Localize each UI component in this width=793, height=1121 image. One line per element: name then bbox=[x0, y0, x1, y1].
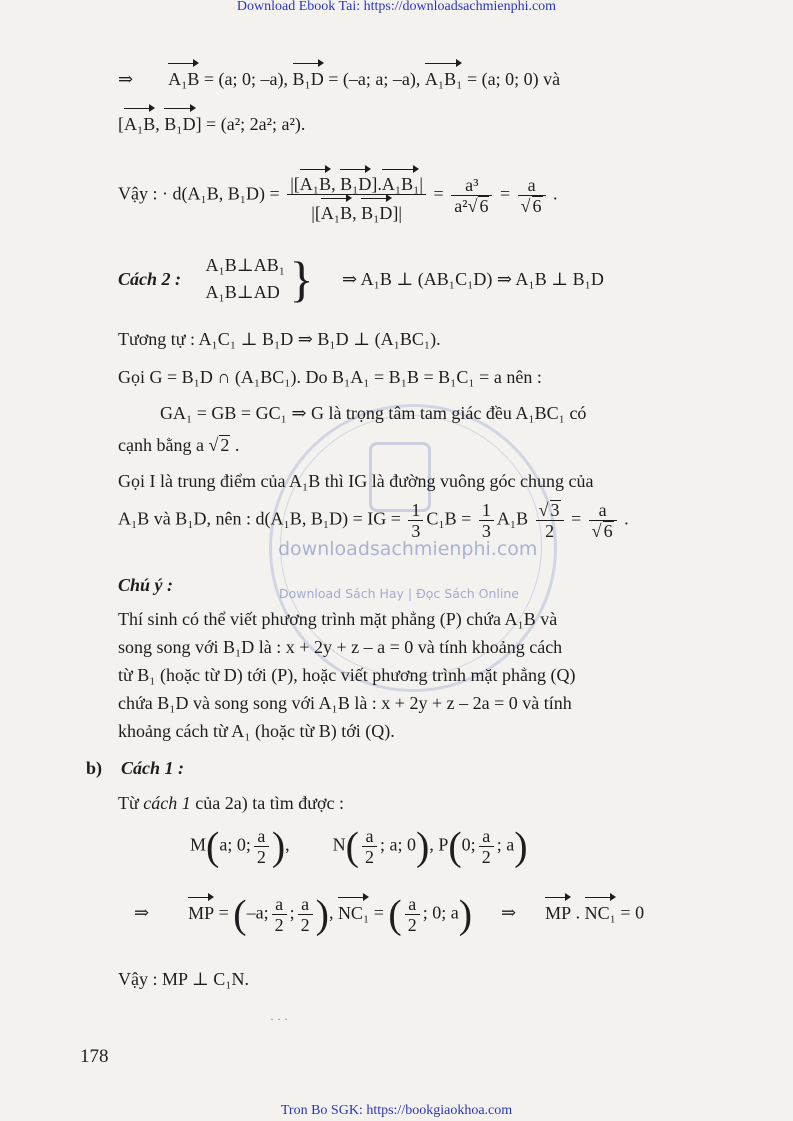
perp-system: A₁B⊥AB₁ A₁B⊥AD bbox=[205, 255, 285, 302]
vector-b1d: B₁D bbox=[292, 69, 324, 89]
vector-a1b: A₁B bbox=[124, 114, 156, 134]
fraction-a3: $\frac{\text{a³}}{\text{a²√ 6}}$ bbox=[451, 175, 492, 216]
text-line: Từ cách 1 của 2a) ta tìm được : bbox=[118, 793, 344, 813]
vector-a1b-value: = (a; 0; –a), bbox=[199, 69, 293, 89]
vector-a1b1-value: = (a; 0; 0) và bbox=[462, 69, 561, 89]
equals: = bbox=[433, 183, 444, 204]
watermark-site: downloadsachmienphi.com bbox=[278, 538, 538, 560]
line-vectors bbox=[118, 68, 560, 90]
scan-specks: · · · bbox=[270, 1012, 288, 1026]
line-points: M(a; 0; $\frac{a}{2}$ ), N( $\frac{a}{2}$ ; a; 0), P(0; $\frac{a}{2}$ ; a) bbox=[190, 823, 528, 869]
equals: = bbox=[499, 183, 511, 204]
perp-conclusion: ⇒ A₁B ⊥ (AB₁C₁D) ⇒ A₁B ⊥ B₁D bbox=[342, 269, 604, 289]
text-line: chứa B₁D và song song với A₁B là : x + 2y + z – 2a = 0 và tính bbox=[118, 693, 572, 713]
vector-a1b: A₁B bbox=[168, 69, 200, 89]
fraction-a-sqrt6: $\frac{a}{√ 6}$ bbox=[518, 175, 546, 216]
brace-symbol: } bbox=[289, 251, 314, 307]
text-line: song song với B₁D là : x + 2y + z – a = 0 và tính khoảng cách bbox=[118, 637, 563, 657]
vector-a1b1: A₁B₁ bbox=[424, 69, 463, 89]
method-2-title: Cách 2 : bbox=[118, 269, 181, 289]
vector-b1d-value: = (–a; a; –a), bbox=[323, 69, 425, 89]
text-line: GA₁ = GB = GC₁ ⇒ G là trọng tâm tam giác đều A₁BC₁ có bbox=[160, 403, 587, 423]
text-line: Gọi I là trung điểm của A₁B thì IG là đường vuông góc chung của bbox=[118, 471, 594, 491]
vector-b1d: B₁D bbox=[164, 114, 196, 134]
distance-label: Vậy : · d(A₁B, B₁D) = bbox=[118, 183, 285, 204]
page-header-link[interactable]: Download Ebook Tai: https://downloadsachmienphi.com bbox=[236, 0, 557, 14]
part-b-heading: b) Cách 1 : bbox=[86, 758, 185, 778]
text-line: Thí sinh có thể viết phương trình mặt phẳng (P) chứa A₁B và bbox=[118, 609, 558, 629]
page-number: 178 bbox=[80, 1046, 109, 1067]
cross-product-value: ] = (a²; 2a²; a²). bbox=[195, 114, 306, 134]
text-line: khoảng cách từ A₁ (hoặc từ B) tới (Q). bbox=[118, 721, 395, 741]
comma: , bbox=[155, 114, 165, 134]
watermark-tagline: Download Sách Hay | Đọc Sách Online bbox=[279, 586, 519, 601]
text-line: Gọi G = B₁D ∩ (A₁BC₁). Do B₁A₁ = B₁B = B₁C₁ = a nên : bbox=[118, 367, 542, 387]
line-mp-nc1: ⇒ MP = (–a; $\frac{a}{2}$ ; $\frac{a}{2}$ ), NC₁ = ( $\frac{a}{2}$ ; 0; a) ⇒ MP . NC₁ = 0 bbox=[134, 891, 645, 937]
line-method-2 bbox=[118, 252, 604, 306]
period: . bbox=[553, 183, 558, 204]
line-distance-formula bbox=[118, 168, 558, 223]
implies-symbol: ⇒ bbox=[118, 69, 134, 89]
page-footer-link[interactable]: Tron Bo SGK: https://bookgiaokhoa.com bbox=[280, 1103, 513, 1118]
bracket-open: [ bbox=[118, 114, 124, 134]
text-line: Vậy : MP ⊥ C₁N. bbox=[118, 969, 250, 989]
text-line: từ B₁ (hoặc từ D) tới (P), hoặc viết phương trình mặt phẳng (Q) bbox=[118, 665, 576, 685]
text-line: cạnh bằng a √ 2 . bbox=[118, 435, 240, 455]
line-ig-distance: A₁B và B₁D, nên : d(A₁B, B₁D) = IG = $\frac{1}{3}$ C₁B = $\frac{1}{3}$ A₁B $\frac{√ 3}{2}$ = $\frac{a}{√ 6}$ . bbox=[118, 500, 629, 541]
distance-fraction: $\frac{\text{|[A₁B, B₁D].A₁B₁|}}{\text{|[A₁B, B₁D]|}}$ bbox=[287, 168, 426, 223]
line-cross-product bbox=[118, 113, 305, 135]
text-line: Tương tự : A₁C₁ ⊥ B₁D ⇒ B₁D ⊥ (A₁BC₁). bbox=[118, 329, 441, 349]
note-title: Chú ý : bbox=[118, 575, 174, 595]
